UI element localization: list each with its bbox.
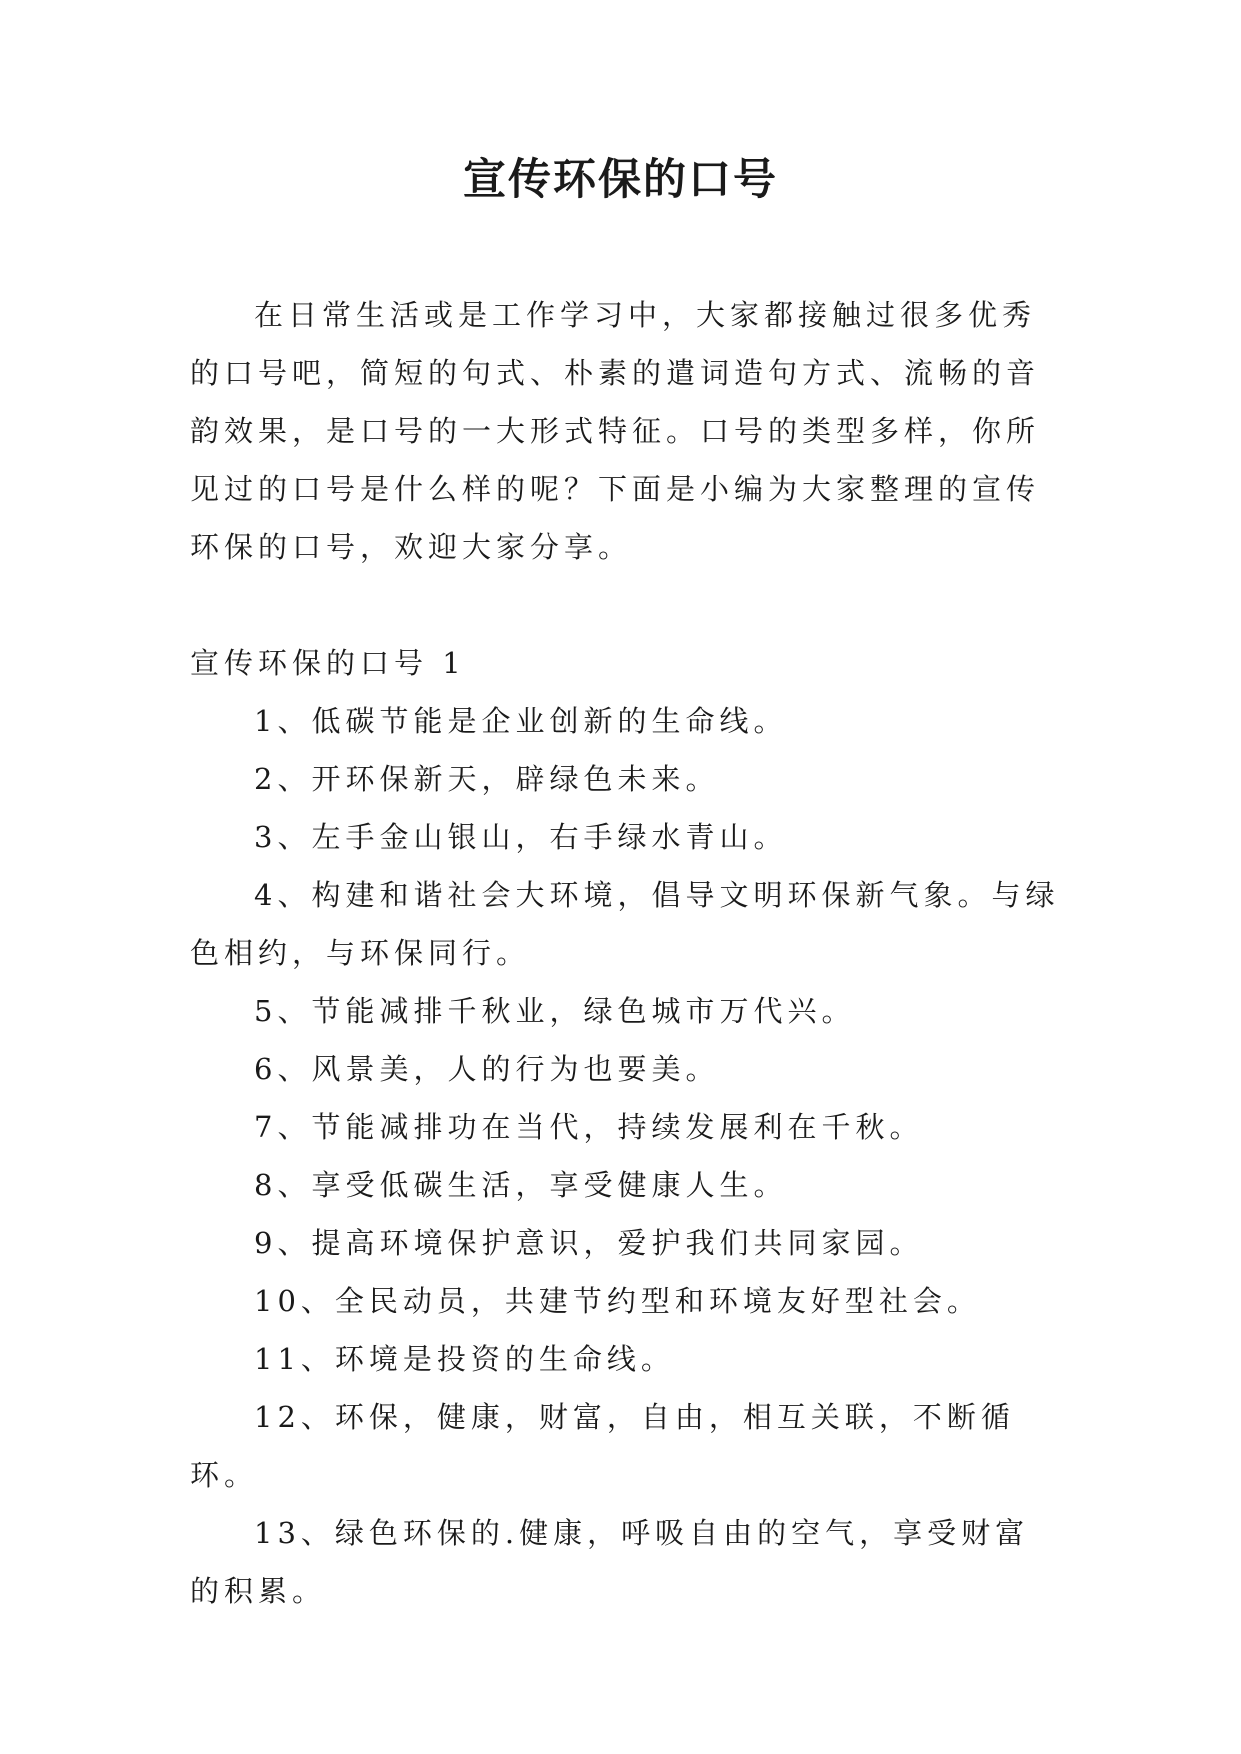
slogan-list (190, 692, 1060, 1620)
slogan-item: 1、低碳节能是企业创新的生命线。 (254, 704, 788, 738)
slogan-item: 11、环境是投资的生命线。 (254, 1342, 675, 1376)
section-heading: 宣传环保的口号 1 (190, 646, 466, 680)
document-body (190, 286, 1060, 1620)
slogan-item: 3、左手金山银山，右手绿水青山。 (254, 820, 788, 854)
slogan-item: 12、环保，健康，财富，自由，相互关联，不断循环。 (190, 1400, 1015, 1492)
intro-paragraph: 在日常生活或是工作学习中，大家都接触过很多优秀的口号吧，简短的句式、朴素的遣词造句方式、流畅的音韵效果，是口号的一大形式特征。口号的类型多样，你所见过的口号是什么样的呢？下面是小编为大家整理的宣传环保的口号，欢迎大家分享。 (190, 298, 1041, 564)
slogan-item: 8、享受低碳生活，享受健康人生。 (254, 1168, 788, 1202)
slogan-item: 7、节能减排功在当代，持续发展利在千秋。 (254, 1110, 924, 1144)
slogan-item: 6、风景美，人的行为也要美。 (254, 1052, 720, 1086)
slogan-item: 2、开环保新天，辟绿色未来。 (254, 762, 720, 796)
slogan-item: 4、构建和谐社会大环境，倡导文明环保新气象。与绿色相约，与环保同行。 (190, 878, 1060, 970)
document-title: 宣传环保的口号 (463, 155, 778, 205)
slogan-item: 13、绿色环保的.健康，呼吸自由的空气，享受财富的积累。 (190, 1516, 1030, 1608)
slogan-item: 5、节能减排千秋业，绿色城市万代兴。 (254, 994, 856, 1028)
slogan-item: 10、全民动员，共建节约型和环境友好型社会。 (254, 1284, 981, 1318)
slogan-item: 9、提高环境保护意识，爱护我们共同家园。 (254, 1226, 924, 1260)
